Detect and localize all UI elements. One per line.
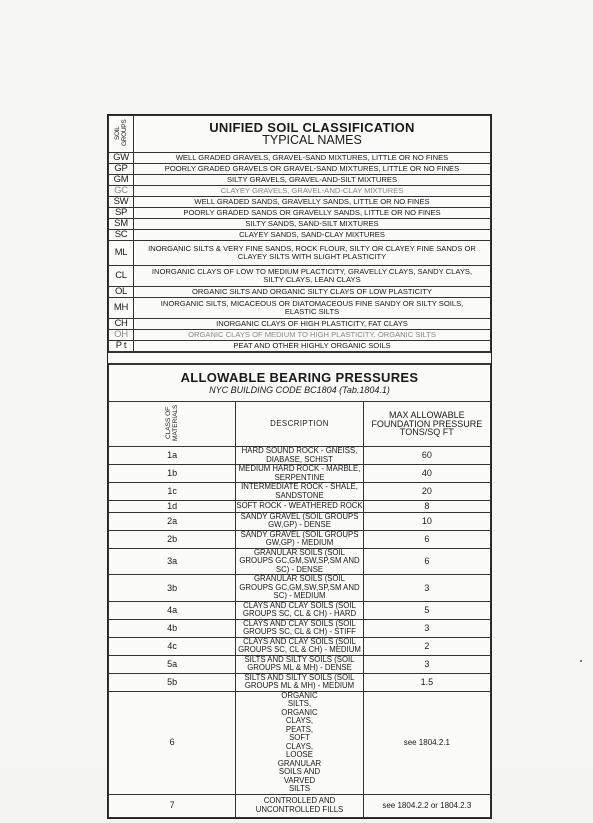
soil-group-code: CH (109, 319, 134, 330)
material-class-code: 1d (109, 501, 236, 513)
max-allowable-pressure: 5 (363, 601, 490, 619)
max-allowable-pressure: see 1804.2.1 (363, 691, 490, 794)
bearing-row (109, 512, 491, 530)
material-class-code: 3b (109, 575, 236, 602)
soil-group-code: GC (109, 186, 134, 197)
soil-groups-header: SOIL GROUPS (109, 116, 134, 153)
material-class-code: 4b (109, 619, 236, 637)
soil-typical-name: INORGANIC CLAYS OF HIGH PLASTICITY, FAT CLAYS (134, 319, 491, 330)
soil-typical-name: WELL GRADED SANDS, GRAVELLY SANDS, LITTLE OR NO FINES (134, 197, 491, 208)
soil-row (109, 175, 491, 186)
material-description: SANDY GRAVEL (SOIL GROUPS GW,GP) - DENSE (236, 512, 363, 530)
max-allowable-pressure: 40 (363, 465, 490, 483)
soil-group-code: GP (109, 164, 134, 175)
material-description: SILTS AND SILTY SOILS (SOIL GROUPS ML & MH) - MEDIUM (236, 673, 363, 691)
soil-typical-name: PEAT AND OTHER HIGHLY ORGANIC SOILS (134, 341, 491, 352)
soil-group-code: OL (109, 287, 134, 298)
material-description: GRANULAR SOILS (SOIL GROUPS GC,GM,SW,SP,SM AND SC) - DENSE (236, 548, 363, 575)
material-description: MEDIUM HARD ROCK - MARBLE, SERPENTINE (236, 465, 363, 483)
max-allowable-pressure: 3 (363, 655, 490, 673)
soil-group-code: SP (109, 208, 134, 219)
material-class-code: 5a (109, 655, 236, 673)
bearing-row (109, 465, 491, 483)
material-description: ORGANIC SILTS, ORGANIC CLAYS, PEATS, SOFT CLAYS, LOOSE GRANULAR SOILS AND VARVED SILTS (236, 691, 363, 794)
bearing-row (109, 691, 491, 794)
material-class-code: 4c (109, 637, 236, 655)
max-allowable-pressure: 6 (363, 548, 490, 575)
soil-row (109, 298, 491, 319)
soil-typical-name: ORGANIC SILTS AND ORGANIC SILTY CLAYS OF LOW PLASTICITY (134, 287, 491, 298)
max-allowable-pressure: 8 (363, 501, 490, 513)
description-header: DESCRIPTION (236, 402, 363, 447)
soil-reference-sheet (107, 114, 492, 819)
soil-typical-name: CLAYEY GRAVELS, GRAVEL-AND-CLAY MIXTURES (134, 186, 491, 197)
soil-typical-name: POORLY GRADED GRAVELS OR GRAVEL-SAND MIXTURES, LITTLE OR NO FINES (134, 164, 491, 175)
max-allowable-pressure: 2 (363, 637, 490, 655)
material-class-code: 2b (109, 530, 236, 548)
soil-group-code: CL (109, 266, 134, 287)
bearing-row (109, 637, 491, 655)
bearing-row (109, 619, 491, 637)
soil-typical-name: ORGANIC CLAYS OF MEDIUM TO HIGH PLASTICITY, ORGANIC SILTS (134, 330, 491, 341)
soil-group-code: SC (109, 230, 134, 241)
max-pressure-header: MAX ALLOWABLE FOUNDATION PRESSURE TONS/SQ FT (363, 402, 490, 447)
bearing-row (109, 447, 491, 465)
scan-speck (580, 660, 582, 662)
max-allowable-pressure: 3 (363, 575, 490, 602)
soil-typical-name: SILTY GRAVELS, GRAVEL-AND-SILT MIXTURES (134, 175, 491, 186)
material-class-code: 1c (109, 483, 236, 501)
bearing-title: ALLOWABLE BEARING PRESSURES (180, 370, 419, 385)
material-class-code: 6 (109, 691, 236, 794)
soil-typical-name: POORLY GRADED SANDS OR GRAVELLY SANDS, LITTLE OR NO FINES (134, 208, 491, 219)
soil-row (109, 241, 491, 266)
material-class-code: 3a (109, 548, 236, 575)
material-description: CONTROLLED AND UNCONTROLLED FILLS (236, 794, 363, 817)
soil-typical-name: WELL GRADED GRAVELS, GRAVEL-SAND MIXTURES, LITTLE OR NO FINES (134, 153, 491, 164)
max-allowable-pressure: 10 (363, 512, 490, 530)
bearing-row (109, 483, 491, 501)
class-of-materials-header: CLASS OF MATERIALS (109, 402, 236, 447)
bearing-row (109, 655, 491, 673)
table-separator (108, 352, 491, 364)
material-class-code: 4a (109, 601, 236, 619)
max-allowable-pressure: 6 (363, 530, 490, 548)
soil-row (109, 330, 491, 341)
bearing-subtitle: NYC BUILDING CODE BC1804 (Tab.1804.1) (209, 385, 390, 395)
material-description: GRANULAR SOILS (SOIL GROUPS GC,GM,SW,SP,SM AND SC) - MEDIUM (236, 575, 363, 602)
material-class-code: 7 (109, 794, 236, 817)
soil-typical-name: INORGANIC CLAYS OF LOW TO MEDIUM PLACTICITY, GRAVELLY CLAYS, SANDY CLAYS, SILTY CLAYS, LEAN CLAYS (134, 266, 491, 287)
soil-typical-name: INORGANIC SILTS & VERY FINE SANDS, ROCK FLOUR, SILTY OR CLAYEY FINE SANDS OR CLAYEY SILTS WITH SLIGHT PLASTICITY (134, 241, 491, 266)
bearing-title-cell (109, 365, 491, 402)
soil-classification-title-cell (134, 116, 491, 153)
max-allowable-pressure: 1.5 (363, 673, 490, 691)
soil-row (109, 153, 491, 164)
soil-classification-title: UNIFIED SOIL CLASSIFICATION (209, 120, 415, 135)
soil-group-code: OH (109, 330, 134, 341)
material-description: CLAYS AND CLAY SOILS (SOIL GROUPS SC, CL & CH) - STIFF (236, 619, 363, 637)
soil-group-code: SW (109, 197, 134, 208)
soil-row (109, 287, 491, 298)
bearing-row (109, 673, 491, 691)
soil-row (109, 186, 491, 197)
material-description: INTERMEDIATE ROCK - SHALE, SANDSTONE (236, 483, 363, 501)
material-class-code: 1b (109, 465, 236, 483)
bearing-row (109, 601, 491, 619)
material-class-code: 5b (109, 673, 236, 691)
material-description: CLAYS AND CLAY SOILS (SOIL GROUPS SC, CL & CH) - HARD (236, 601, 363, 619)
material-class-code: 2a (109, 512, 236, 530)
soil-typical-name: SILTY SANDS, SAND-SILT MIXTURES (134, 219, 491, 230)
soil-row (109, 319, 491, 330)
max-allowable-pressure: see 1804.2.2 or 1804.2.3 (363, 794, 490, 817)
max-allowable-pressure: 3 (363, 619, 490, 637)
bearing-row (109, 794, 491, 817)
soil-row (109, 164, 491, 175)
soil-group-code: GW (109, 153, 134, 164)
soil-row (109, 266, 491, 287)
material-description: SILTS AND SILTY SOILS (SOIL GROUPS ML & MH) - DENSE (236, 655, 363, 673)
soil-row (109, 208, 491, 219)
unified-soil-classification-table (108, 115, 491, 352)
soil-group-code: MH (109, 298, 134, 319)
soil-group-code: GM (109, 175, 134, 186)
soil-group-code: ML (109, 241, 134, 266)
soil-row (109, 219, 491, 230)
soil-row (109, 230, 491, 241)
bearing-row (109, 501, 491, 513)
soil-typical-name: CLAYEY SANDS, SAND-CLAY MIXTURES (134, 230, 491, 241)
max-allowable-pressure: 60 (363, 447, 490, 465)
material-description: SOFT ROCK - WEATHERED ROCK (236, 501, 363, 510)
allowable-bearing-pressures-table (108, 364, 491, 818)
soil-row (109, 197, 491, 208)
material-description: CLAYS AND CLAY SOILS (SOIL GROUPS SC, CL & CH) - MEDIUM (236, 637, 363, 655)
bearing-row (109, 530, 491, 548)
soil-group-code: P t (109, 341, 134, 352)
bearing-row (109, 575, 491, 602)
material-class-code: 1a (109, 447, 236, 465)
bearing-row (109, 548, 491, 575)
typical-names-subtitle: TYPICAL NAMES (262, 133, 362, 147)
soil-group-code: SM (109, 219, 134, 230)
soil-row (109, 341, 491, 352)
max-allowable-pressure: 20 (363, 483, 490, 501)
material-description: SANDY GRAVEL (SOIL GROUPS GW,GP) - MEDIUM (236, 530, 363, 548)
soil-typical-name: INORGANIC SILTS, MICACEOUS OR DIATOMACEOUS FINE SANDY OR SILTY SOILS, ELASTIC SILTS (134, 298, 491, 319)
material-description: HARD SOUND ROCK - GNEISS, DIABASE, SCHIST (236, 447, 363, 465)
